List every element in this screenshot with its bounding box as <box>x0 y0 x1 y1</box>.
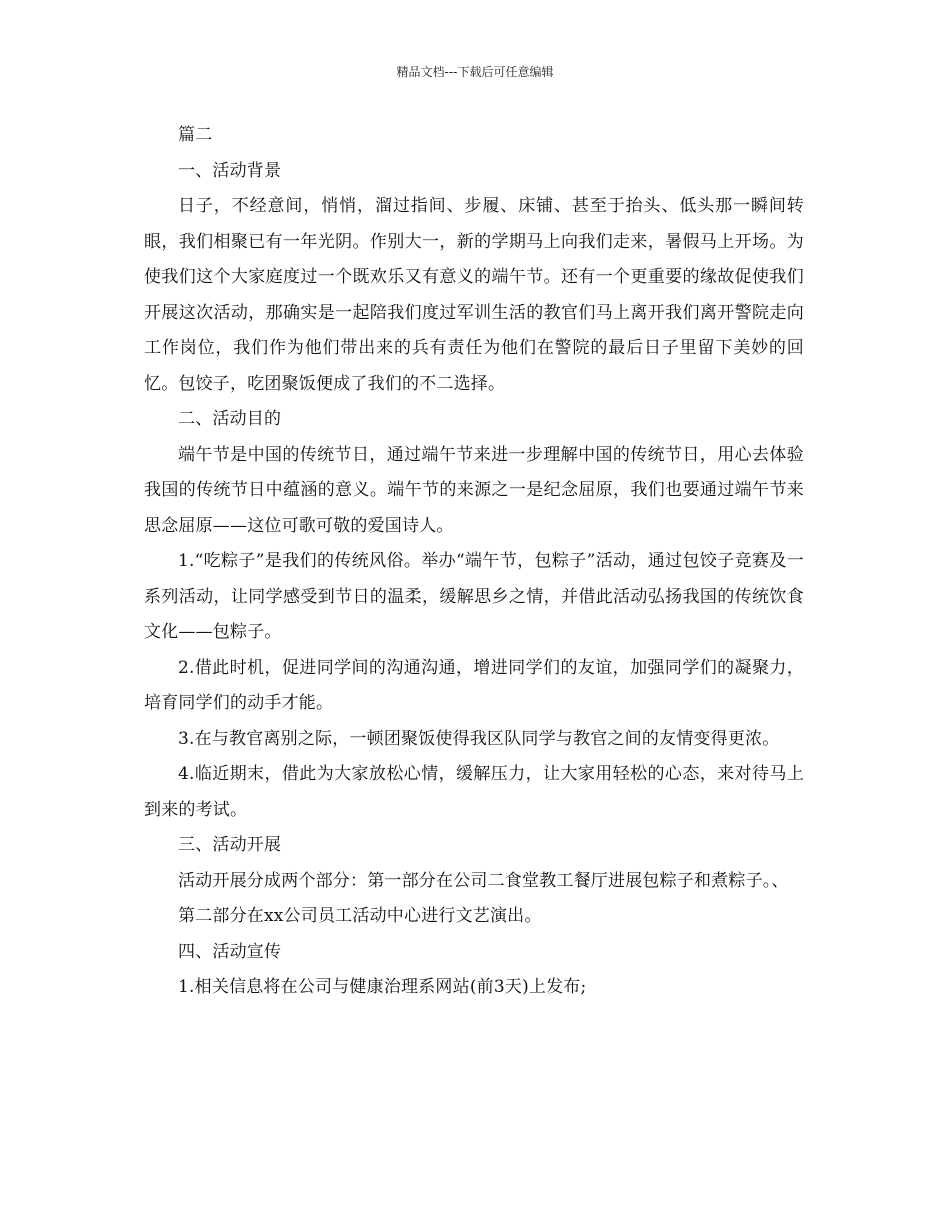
page-header: 精品文档---下载后可任意编辑 <box>396 65 554 79</box>
document-body <box>144 118 804 1006</box>
heading-background: 一、活动背景 <box>178 160 282 181</box>
heading-promotion: 四、活动宣传 <box>178 941 282 962</box>
section-label: 篇二 <box>178 125 213 145</box>
purpose-item-4: 4.临近期末，借此为大家放松心情，缓解压力，让大家用轻松的心态，来对待马上到来的考试。 <box>144 764 804 820</box>
heading-purpose: 二、活动目的 <box>178 409 282 429</box>
heading-activities: 三、活动开展 <box>178 835 282 855</box>
purpose-item-3: 3.在与教官离别之际，一顿团聚饭使得我区队同学与教官之间的友情变得更浓。 <box>178 728 780 749</box>
promotion-item-1: 1.相关信息将在公司与健康治理系网站(前3天)上发布; <box>178 977 587 997</box>
purpose-item-2: 2.借此时机，促进同学间的沟通沟通，增进同学们的友谊，加强同学们的凝聚力，培育同学们的动手才能。 <box>144 657 804 713</box>
paragraph-background: 日子，不经意间，悄悄，溜过指间、步履、床铺、甚至于抬头、低头那一瞬间转眼，我们相聚已有一年光阴。作别大一，新的学期马上向我们走来，暑假马上开场。为使我们这个大家庭度过一个既欢乐又有意义的端午节。还有一个更重要的缘故促使我们开展这次活动，那确实是一起陪我们度过军训生活的教官们马上离开我们离开警院走向工作岗位，我们作为他们带出来的兵有责任为他们在警院的最后日子里留下美妙的回忆。包饺子，吃团聚饭便成了我们的不二选择。 <box>144 196 804 394</box>
purpose-item-1: 1.“吃粽子”是我们的传统风俗。举办“端午节，包粽子”活动，通过包饺子竞赛及一系列活动，让同学感受到节日的温柔，缓解思乡之情，并借此活动弘扬我国的传统饮食文化——包粽子。 <box>144 551 804 642</box>
paragraph-purpose: 端午节是中国的传统节日，通过端午节来进一步理解中国的传统节日，用心去体验我国的传统节日中蕴涵的意义。端午节的来源之一是纪念屈原，我们也要通过端午节来思念屈原——这位可歌可敬的爱国诗人。 <box>144 444 804 536</box>
paragraph-activities-part1: 活动开展分成两个部分：第一部分在公司二食堂教工餐厅进展包粽子和煮粽子。、 <box>178 870 789 891</box>
paragraph-activities-part2: 第二部分在xx公司员工活动中心进行文艺演出。 <box>178 906 542 926</box>
